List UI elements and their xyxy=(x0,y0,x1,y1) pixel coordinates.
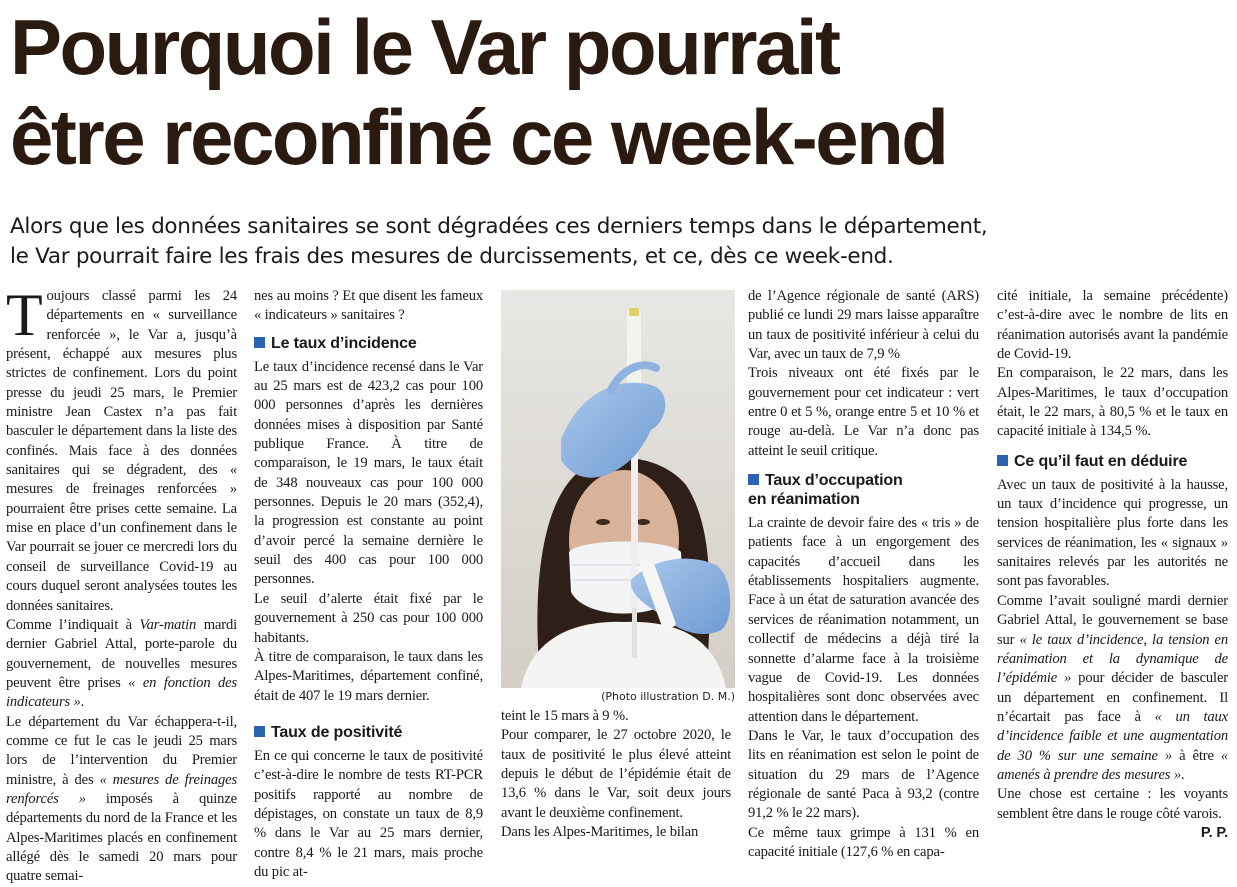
paragraph xyxy=(6,616,237,713)
paragraph xyxy=(997,592,1228,785)
paragraph: Pour comparer, le 27 octobre 2020, le taux de positivité le plus élevé atteint depuis le début de l’épidémie était de 13,6 % dans le Var, soit deux jours avant le deuxième confinement. xyxy=(501,727,731,821)
square-bullet-icon xyxy=(254,337,265,348)
text-run: . xyxy=(1180,766,1185,783)
italic-text: « mesures de freinages renforcés » xyxy=(6,771,237,807)
paragraph xyxy=(6,713,237,887)
italic-text: « amenés à prendre des mesures » xyxy=(997,747,1229,783)
paragraph: Dans le Var, le taux d’occupation des lits en réanimation est selon le point de situation du 29 mars de l’Agence régionale de santé Paca à 93,2 (contre 91,2 % le 22 mars). xyxy=(748,727,979,822)
paragraph: À titre de comparaison, le taux dans les Alpes-Maritimes, département confiné, était de 407 le 19 mars dernier. xyxy=(254,648,483,704)
column-4 xyxy=(748,287,979,862)
italic-text: Var-matin xyxy=(139,616,197,633)
square-bullet-icon xyxy=(748,474,759,485)
drop-cap: T xyxy=(6,282,43,348)
paragraph: Dans les Alpes-Maritimes, le bilan xyxy=(501,824,699,841)
paragraph-intro xyxy=(6,282,237,616)
headline-line-2: être reconfiné ce week-end xyxy=(10,93,947,181)
dek-line-2: le Var pourrait faire les frais des mesures de durcissements, et ce, dès ce week-end. xyxy=(10,244,894,269)
intro-text: oujours classé parmi les 24 départements en « surveillance renforcée », le Var a, jusqu’à présent, échappé aux mesures plus strictes de confinement. Lors du point presse du jeudi 25 mars, le Premier ministre Jean Castex n’a pas fait basculer le département dans la liste des confinés. Mais face à des données sanitaires qui se dégradent, des « mesures de freinages renforcées » pourraient être prises cette semaine. La mise en place d’un confinement dans le Var pourrait se jouer ce mercredi lors du conseil de surveillance Covid-19 au cours duquel seront analysées toutes les données sanitaires. xyxy=(6,288,237,614)
column-5 xyxy=(997,287,1228,843)
paragraph: Le seuil d’alerte était fixé par le gouvernement à 250 cas pour 100 000 habitants. xyxy=(254,590,483,646)
subhead-deduire xyxy=(997,452,1228,471)
subhead-text-line-2: en réanimation xyxy=(748,491,860,509)
column-2 xyxy=(254,287,483,882)
dek-line-1: Alors que les données sanitaires se sont dégradées ces derniers temps dans le département, xyxy=(10,214,988,239)
subhead-text: Ce qu’il faut en déduire xyxy=(1014,452,1188,470)
paragraph: En comparaison, le 22 mars, dans les Alpes-Maritimes, le taux d’occupation était, le 22 mars, à 80,5 % et le taux en capacité initiale à 134,5 %. xyxy=(997,365,1228,440)
paragraph: En ce qui concerne le taux de positivité c’est-à-dire le nombre de tests RT-PCR positifs rapporté au nombre de dépistages, on constate un taux de 8,9 % dans le Var au 25 mars dernier, contre 8,4 % le 21 mars, mais proche du pic at- xyxy=(254,747,483,880)
paragraph: de l’Agence régionale de santé (ARS) publié ce lundi 29 mars laisse apparaître un taux de positivité inférieur à celui du Var, avec un taux de 7,9 % xyxy=(748,288,979,363)
text-run: Le département du Var échappera-t-il, comme ce fut le cas le jeudi 25 mars lors de l’intervention du Premier ministre, à des xyxy=(6,713,237,788)
paragraph: La crainte de devoir faire des « tris » de patients face à un engorgement des capacités d’accueil dans les établissements hospitaliers augmente. Face à un état de saturation avancée des services de réanimation notamment, un collectif de médecins a déjà tiré la sonnette d’alarme face à la troisième vague de Covid-19. Les données hospitalières sont donc observées avec attention dans le département. xyxy=(748,515,979,725)
headline-line-1: Pourquoi le Var pourrait xyxy=(10,3,839,91)
text-run: Comme l’indiquait à xyxy=(6,616,140,633)
italic-text: « en fonction des indicateurs » xyxy=(6,674,237,711)
square-bullet-icon xyxy=(254,726,265,737)
subhead-text: Le taux d’incidence xyxy=(271,334,417,352)
paragraph: nes au moins ? Et que disent les fameux « indicateurs » sanitaires ? xyxy=(254,288,483,324)
text-run: mardi dernier Gabriel Attal, porte-parole du gouvernement, de nouvelles mesures peuvent être prises xyxy=(6,616,237,691)
text-run: Comme l’avait souligné mardi dernier Gabriel Attal, le gouvernement se base sur xyxy=(997,592,1228,648)
italic-text: « un taux d’incidence faible et une augmentation de 30 % sur une semaine » xyxy=(997,708,1228,764)
column-3-text xyxy=(501,707,731,842)
author-signature: P. P. xyxy=(1200,824,1228,841)
column-1 xyxy=(6,282,237,887)
paragraph: Ce même taux grimpe à 131 % en capacité initiale (127,6 % en capa- xyxy=(748,824,979,860)
subhead-incidence xyxy=(254,334,483,353)
paragraph: teint le 15 mars à 9 %. xyxy=(501,708,629,724)
text-run: . xyxy=(80,694,85,711)
paragraph: cité initiale, la semaine précédente) c’est-à-dire avec le nombre de lits en réanimation autorisés avant la pandémie de Covid-19. xyxy=(997,288,1228,363)
lab-technician-illustration xyxy=(501,290,735,688)
paragraph: Trois niveaux ont été fixés par le gouvernement pour cet indicateur : vert entre 0 et 5 %, orange entre 5 et 10 % et rouge au-delà. Le Var n’a donc pas atteint le seuil critique. xyxy=(748,365,979,459)
square-bullet-icon xyxy=(997,455,1008,466)
paragraph: Avec un taux de positivité à la hausse, un taux d’incidence qui progresse, un tension hospitalière plus forte dans les services de réanimation, les « signaux » sanitaires relevés par les autorités ne sont pas favorables. xyxy=(997,476,1228,590)
subhead-text: Taux d’occupation xyxy=(765,472,903,490)
italic-text: « le taux d’incidence, la tension en réanimation et la dynamique de l’épidémie » xyxy=(997,631,1228,687)
text-run: à être xyxy=(1172,747,1221,764)
subhead-text: Taux de positivité xyxy=(271,723,403,741)
headline xyxy=(10,2,1235,182)
photo-illustration xyxy=(501,290,735,688)
paragraph: Une chose est certaine : les voyants semblent être dans le rouge côté varois. xyxy=(997,786,1228,822)
text-run: imposés à quinze départements du nord de la France et les Alpes-Maritimes placés en confinement allégé dès le samedi 20 mars pour quatre semai- xyxy=(6,790,237,885)
dek xyxy=(10,212,1235,272)
paragraph: Le taux d’incidence recensé dans le Var au 25 mars est de 423,2 cas pour 100 000 personnes d’après les dernières données mises à disposition par Santé publique France. À titre de comparaison, le 19 mars, le taux était de 348 nouveaux cas pour 100 000 personnes. Depuis le 20 mars (352,4), la progression est constante au point d’avoir percé la semaine dernière le seuil des 400 cas pour 100 000 personnes. xyxy=(254,358,483,588)
photo-caption: (Photo illustration D. M.) xyxy=(601,690,735,703)
text-run: pour décider de basculer un département en confinement. Il n’écartait pas face à xyxy=(997,670,1228,725)
subhead-positivite xyxy=(254,723,483,742)
subhead-occupation xyxy=(748,471,979,509)
